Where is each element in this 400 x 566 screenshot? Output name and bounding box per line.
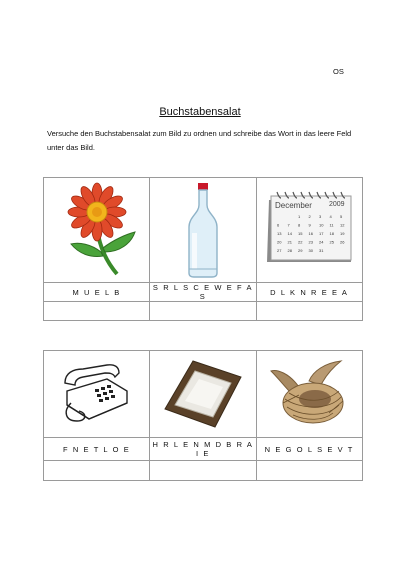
calendar-day: 18 bbox=[329, 231, 335, 236]
calendar-day: 24 bbox=[319, 239, 324, 245]
calendar-day: 27 bbox=[277, 248, 282, 253]
scrambled-word: D L K N R E E A bbox=[256, 283, 362, 302]
image-cell bbox=[256, 351, 362, 438]
answer-field[interactable] bbox=[44, 302, 150, 321]
image-cell bbox=[44, 351, 150, 438]
calendar-day: 25 bbox=[329, 239, 335, 245]
calendar-day: 7 bbox=[287, 222, 291, 228]
calendar-day: 20 bbox=[277, 239, 282, 245]
calendar-day: 26 bbox=[340, 239, 345, 245]
calendar-day: 9 bbox=[308, 222, 312, 228]
instruction-text: Versuche den Buchstabensalat zum Bild zu ordnen und schreibe das Wort in das leere Feld unter das Bild. bbox=[47, 129, 352, 152]
scrambled-word: F N E T L O E bbox=[44, 438, 150, 461]
calendar-day: 3 bbox=[319, 214, 322, 219]
scrambled-word: S R L S C E W E F A S bbox=[150, 283, 256, 302]
calendar-day: 10 bbox=[319, 222, 324, 228]
calendar-day: 28 bbox=[287, 248, 293, 253]
picture-frame-icon bbox=[163, 359, 243, 429]
calendar-day: 4 bbox=[329, 214, 333, 219]
answer-field[interactable] bbox=[256, 302, 362, 321]
image-cell bbox=[256, 178, 362, 283]
scrambled-word: M U E L B bbox=[44, 283, 150, 302]
document-tag: OS bbox=[333, 67, 344, 76]
calendar-day: 13 bbox=[277, 231, 282, 236]
nest-icon bbox=[269, 359, 349, 429]
answer-field[interactable] bbox=[256, 461, 362, 481]
scrambled-word: H R L E N M D B R A I E bbox=[150, 438, 256, 461]
calendar-day: 15 bbox=[298, 231, 303, 236]
calendar-day: 5 bbox=[340, 214, 343, 219]
page-title: Buchstabensalat bbox=[159, 106, 241, 118]
answer-field[interactable] bbox=[44, 461, 150, 481]
flower-icon bbox=[57, 182, 137, 278]
calendar-day: 17 bbox=[319, 231, 324, 236]
calendar-day: 14 bbox=[287, 231, 293, 236]
calendar-day: 30 bbox=[308, 248, 314, 253]
answer-field[interactable] bbox=[150, 302, 256, 321]
calendar-day: 1 bbox=[298, 214, 301, 219]
puzzle-table-1 bbox=[43, 177, 363, 321]
answer-field[interactable] bbox=[150, 461, 256, 481]
calendar-day: 16 bbox=[308, 231, 314, 236]
calendar-day: 23 bbox=[308, 239, 314, 245]
image-cell bbox=[44, 178, 150, 283]
puzzle-table-2 bbox=[43, 350, 363, 481]
calendar-day: 8 bbox=[298, 222, 301, 228]
calendar-day: 29 bbox=[298, 248, 303, 253]
calendar-day: 12 bbox=[340, 222, 345, 228]
calendar-day: 21 bbox=[287, 239, 293, 245]
image-cell bbox=[150, 178, 256, 283]
calendar-day: 11 bbox=[329, 222, 334, 228]
telephone-icon bbox=[57, 361, 137, 427]
bottle-icon bbox=[183, 181, 223, 279]
image-cell bbox=[150, 351, 256, 438]
calendar-icon bbox=[263, 188, 355, 272]
calendar-day: 6 bbox=[277, 222, 280, 228]
calendar-day: 31 bbox=[319, 248, 324, 253]
calendar-day: 19 bbox=[340, 231, 345, 236]
calendar-year: 2009 bbox=[329, 201, 345, 208]
scrambled-word: N E G O L S E V T bbox=[256, 438, 362, 461]
calendar-day: 22 bbox=[298, 239, 303, 245]
calendar-month: December bbox=[275, 201, 313, 210]
calendar-day: 2 bbox=[308, 214, 312, 219]
